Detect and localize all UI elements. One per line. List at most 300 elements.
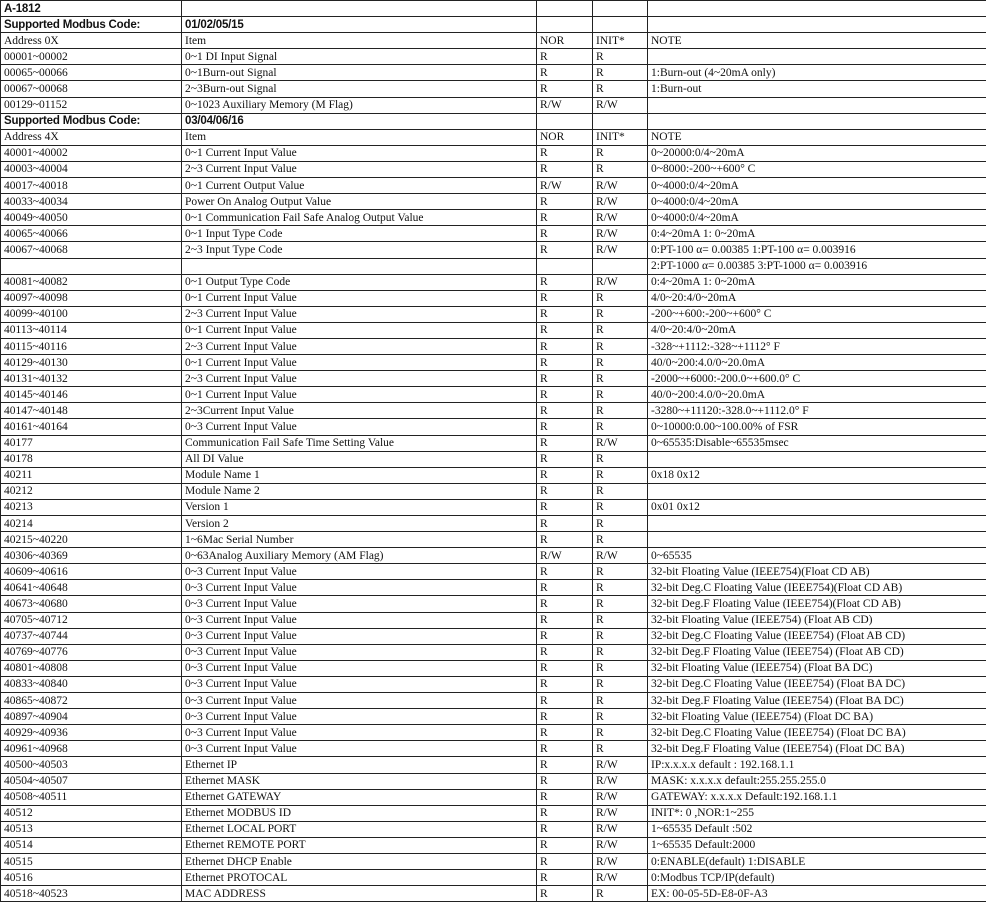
address-cell: 40513 <box>1 821 182 837</box>
table-row <box>1 210 986 226</box>
table-row <box>1 725 986 741</box>
nor-cell: R <box>537 290 593 306</box>
item-cell: 0~1Burn-out Signal <box>182 65 537 81</box>
nor-cell: R <box>537 693 593 709</box>
nor-cell: R <box>537 65 593 81</box>
table-row <box>1 886 986 902</box>
init-cell: R <box>593 81 648 97</box>
nor-cell: R <box>537 757 593 773</box>
init-cell: R/W <box>593 274 648 290</box>
init-cell: R <box>593 564 648 580</box>
nor-cell: R <box>537 709 593 725</box>
table-row <box>1 49 986 65</box>
address-cell: 40001~40002 <box>1 145 182 161</box>
init-cell: R/W <box>593 870 648 886</box>
title-empty-cell <box>537 1 593 17</box>
table-row <box>1 870 986 886</box>
nor-cell: R <box>537 564 593 580</box>
note-cell: 0~65535:Disable~65535msec <box>648 435 986 451</box>
init-cell: R <box>593 387 648 403</box>
nor-cell: R <box>537 371 593 387</box>
init-cell: R <box>593 886 648 902</box>
title-empty-cell <box>593 1 648 17</box>
nor-cell: R <box>537 403 593 419</box>
item-cell: 1~6Mac Serial Number <box>182 532 537 548</box>
init-cell <box>593 17 648 33</box>
note-cell <box>648 532 986 548</box>
note-cell: 32-bit Deg.C Floating Value (IEEE754) (Float AB CD) <box>648 628 986 644</box>
note-cell: 0~4000:0/4~20mA <box>648 194 986 210</box>
nor-cell: R <box>537 322 593 338</box>
note-cell: 0:Modbus TCP/IP(default) <box>648 870 986 886</box>
init-cell: R/W <box>593 194 648 210</box>
section-header-row <box>1 113 986 129</box>
nor-cell: R <box>537 870 593 886</box>
address-cell: Supported Modbus Code: <box>1 17 182 33</box>
nor-cell: R <box>537 194 593 210</box>
item-cell: 0~1 Current Input Value <box>182 387 537 403</box>
init-cell: R/W <box>593 821 648 837</box>
note-cell: GATEWAY: x.x.x.x Default:192.168.1.1 <box>648 789 986 805</box>
table-row <box>1 371 986 387</box>
table-row <box>1 161 986 177</box>
nor-cell: R <box>537 532 593 548</box>
address-cell: 40033~40034 <box>1 194 182 210</box>
item-cell: 0~1 Current Input Value <box>182 355 537 371</box>
item-cell: Ethernet DHCP Enable <box>182 853 537 869</box>
item-cell: 0~3 Current Input Value <box>182 419 537 435</box>
address-cell: 40961~40968 <box>1 741 182 757</box>
address-cell: 40214 <box>1 516 182 532</box>
nor-cell: R <box>537 242 593 258</box>
address-cell: 40049~40050 <box>1 210 182 226</box>
item-cell: 0~1 Current Input Value <box>182 290 537 306</box>
table-row <box>1 676 986 692</box>
table-row <box>1 387 986 403</box>
nor-cell: R <box>537 596 593 612</box>
table-row <box>1 853 986 869</box>
note-cell: 0:PT-100 α= 0.00385 1:PT-100 α= 0.003916 <box>648 242 986 258</box>
register-table-body <box>1 1 986 902</box>
init-cell: R/W <box>593 226 648 242</box>
item-cell: Ethernet LOCAL PORT <box>182 821 537 837</box>
nor-cell: R <box>537 81 593 97</box>
address-cell: 40003~40004 <box>1 161 182 177</box>
nor-cell: R/W <box>537 178 593 194</box>
nor-cell: R <box>537 355 593 371</box>
note-cell: 40/0~200:4.0/0~20.0mA <box>648 387 986 403</box>
address-cell: 40081~40082 <box>1 274 182 290</box>
note-cell <box>648 49 986 65</box>
table-row <box>1 451 986 467</box>
nor-cell: R <box>537 161 593 177</box>
item-cell: 0~3 Current Input Value <box>182 612 537 628</box>
item-cell: 2~3 Input Type Code <box>182 242 537 258</box>
address-cell: 40211 <box>1 467 182 483</box>
address-cell: 40097~40098 <box>1 290 182 306</box>
init-cell: R <box>593 49 648 65</box>
item-cell: 0~3 Current Input Value <box>182 564 537 580</box>
nor-cell: R <box>537 821 593 837</box>
item-cell: All DI Value <box>182 451 537 467</box>
address-cell: 40306~40369 <box>1 548 182 564</box>
init-cell: R/W <box>593 210 648 226</box>
init-cell: R <box>593 355 648 371</box>
table-row <box>1 564 986 580</box>
note-cell: 1:Burn-out <box>648 81 986 97</box>
table-row <box>1 178 986 194</box>
note-cell: NOTE <box>648 33 986 49</box>
note-cell: EX: 00-05-5D-E8-0F-A3 <box>648 886 986 902</box>
title-empty-cell <box>648 1 986 17</box>
address-cell: 40865~40872 <box>1 693 182 709</box>
item-cell: 0~3 Current Input Value <box>182 741 537 757</box>
address-cell: Address 4X <box>1 129 182 145</box>
table-row <box>1 242 986 258</box>
item-cell: 2~3Current Input Value <box>182 403 537 419</box>
table-row <box>1 322 986 338</box>
init-cell: INIT* <box>593 129 648 145</box>
table-row <box>1 660 986 676</box>
init-cell: R <box>593 596 648 612</box>
address-cell: 40515 <box>1 853 182 869</box>
table-row <box>1 258 986 274</box>
note-cell: 1~65535 Default :502 <box>648 821 986 837</box>
nor-cell: NOR <box>537 129 593 145</box>
note-cell: 0~4000:0/4~20mA <box>648 178 986 194</box>
note-cell: 0x01 0x12 <box>648 499 986 515</box>
init-cell: R <box>593 338 648 354</box>
address-cell: 40147~40148 <box>1 403 182 419</box>
init-cell: R/W <box>593 773 648 789</box>
address-cell: 40065~40066 <box>1 226 182 242</box>
address-cell: 40213 <box>1 499 182 515</box>
table-row <box>1 821 986 837</box>
address-cell: 40801~40808 <box>1 660 182 676</box>
table-row <box>1 516 986 532</box>
init-cell: R <box>593 145 648 161</box>
item-cell: 0~1 Current Input Value <box>182 322 537 338</box>
table-row <box>1 837 986 853</box>
nor-cell: R <box>537 451 593 467</box>
table-row <box>1 419 986 435</box>
table-row <box>1 194 986 210</box>
note-cell: 0x18 0x12 <box>648 467 986 483</box>
item-cell: Ethernet IP <box>182 757 537 773</box>
note-cell: -328~+1112:-328~+1112° F <box>648 338 986 354</box>
item-cell: 0~1 Output Type Code <box>182 274 537 290</box>
address-cell: 40115~40116 <box>1 338 182 354</box>
nor-cell: R <box>537 725 593 741</box>
item-cell: Ethernet REMOTE PORT <box>182 837 537 853</box>
nor-cell: R <box>537 210 593 226</box>
table-row <box>1 628 986 644</box>
item-cell: Communication Fail Safe Time Setting Value <box>182 435 537 451</box>
item-cell: 0~3 Current Input Value <box>182 596 537 612</box>
note-cell: 32-bit Deg.F Floating Value (IEEE754) (Float AB CD) <box>648 644 986 660</box>
table-row <box>1 467 986 483</box>
note-cell: MASK: x.x.x.x default:255.255.255.0 <box>648 773 986 789</box>
item-cell: 0~1 DI Input Signal <box>182 49 537 65</box>
nor-cell: R <box>537 612 593 628</box>
sheet-title: A-1812 <box>1 1 182 17</box>
table-row <box>1 580 986 596</box>
init-cell: R <box>593 532 648 548</box>
item-cell: 2~3 Current Input Value <box>182 338 537 354</box>
address-cell: 40215~40220 <box>1 532 182 548</box>
item-cell: MAC ADDRESS <box>182 886 537 902</box>
address-cell: 40512 <box>1 805 182 821</box>
item-cell: 01/02/05/15 <box>182 17 537 33</box>
note-cell: 32-bit Floating Value (IEEE754) (Float DC BA) <box>648 709 986 725</box>
note-cell: 4/0~20:4/0~20mA <box>648 322 986 338</box>
item-cell: 2~3 Current Input Value <box>182 371 537 387</box>
nor-cell: R <box>537 226 593 242</box>
note-cell <box>648 483 986 499</box>
address-cell: 40609~40616 <box>1 564 182 580</box>
column-header-row <box>1 33 986 49</box>
init-cell <box>593 113 648 129</box>
table-row <box>1 499 986 515</box>
init-cell: R <box>593 741 648 757</box>
item-cell: 0~1 Input Type Code <box>182 226 537 242</box>
note-cell: 32-bit Deg.F Floating Value (IEEE754)(Float CD AB) <box>648 596 986 612</box>
item-cell: 0~1 Current Input Value <box>182 145 537 161</box>
note-cell: -200~+600:-200~+600° C <box>648 306 986 322</box>
note-cell: -2000~+6000:-200.0~+600.0° C <box>648 371 986 387</box>
address-cell: 40067~40068 <box>1 242 182 258</box>
address-cell: 40705~40712 <box>1 612 182 628</box>
address-cell: 00001~00002 <box>1 49 182 65</box>
address-cell: 40145~40146 <box>1 387 182 403</box>
init-cell: R <box>593 371 648 387</box>
init-cell: R <box>593 419 648 435</box>
nor-cell: R <box>537 49 593 65</box>
init-cell: R/W <box>593 837 648 853</box>
table-row <box>1 435 986 451</box>
init-cell: R <box>593 451 648 467</box>
item-cell: Module Name 2 <box>182 483 537 499</box>
address-cell: 40769~40776 <box>1 644 182 660</box>
item-cell: 2~3Burn-out Signal <box>182 81 537 97</box>
nor-cell: R <box>537 145 593 161</box>
init-cell: R <box>593 709 648 725</box>
table-row <box>1 226 986 242</box>
nor-cell: R <box>537 516 593 532</box>
item-cell: Power On Analog Output Value <box>182 194 537 210</box>
address-cell: Supported Modbus Code: <box>1 113 182 129</box>
item-cell <box>182 258 537 274</box>
init-cell: R <box>593 612 648 628</box>
table-row <box>1 65 986 81</box>
note-cell: 32-bit Floating Value (IEEE754) (Float AB CD) <box>648 612 986 628</box>
item-cell: 0~3 Current Input Value <box>182 725 537 741</box>
table-row <box>1 483 986 499</box>
nor-cell: R <box>537 499 593 515</box>
address-cell: 40833~40840 <box>1 676 182 692</box>
init-cell: R <box>593 628 648 644</box>
address-cell: 40504~40507 <box>1 773 182 789</box>
nor-cell: R <box>537 886 593 902</box>
note-cell: NOTE <box>648 129 986 145</box>
note-cell: 0~10000:0.00~100.00% of FSR <box>648 419 986 435</box>
address-cell: 40500~40503 <box>1 757 182 773</box>
item-cell: Ethernet MASK <box>182 773 537 789</box>
nor-cell: R <box>537 628 593 644</box>
note-cell: 1~65535 Default:2000 <box>648 837 986 853</box>
item-cell: Module Name 1 <box>182 467 537 483</box>
address-cell: 40508~40511 <box>1 789 182 805</box>
item-cell: 2~3 Current Input Value <box>182 306 537 322</box>
init-cell: R <box>593 725 648 741</box>
nor-cell: NOR <box>537 33 593 49</box>
note-cell: 0~8000:-200~+600° C <box>648 161 986 177</box>
init-cell: R <box>593 306 648 322</box>
item-cell: 0~3 Current Input Value <box>182 676 537 692</box>
table-row <box>1 612 986 628</box>
note-cell: 32-bit Deg.C Floating Value (IEEE754) (Float BA DC) <box>648 676 986 692</box>
column-header-row <box>1 129 986 145</box>
item-cell: 0~63Analog Auxiliary Memory (AM Flag) <box>182 548 537 564</box>
note-cell: 0:ENABLE(default) 1:DISABLE <box>648 853 986 869</box>
init-cell: R <box>593 403 648 419</box>
address-cell: 40017~40018 <box>1 178 182 194</box>
address-cell: 00065~00066 <box>1 65 182 81</box>
note-cell <box>648 97 986 113</box>
nor-cell: R <box>537 483 593 499</box>
item-cell: 2~3 Current Input Value <box>182 161 537 177</box>
table-row <box>1 709 986 725</box>
table-row <box>1 644 986 660</box>
table-row <box>1 757 986 773</box>
nor-cell: R <box>537 274 593 290</box>
note-cell: 32-bit Deg.F Floating Value (IEEE754) (Float BA DC) <box>648 693 986 709</box>
table-row <box>1 693 986 709</box>
note-cell: 32-bit Deg.C Floating Value (IEEE754)(Float CD AB) <box>648 580 986 596</box>
nor-cell <box>537 113 593 129</box>
init-cell: R/W <box>593 548 648 564</box>
address-cell: 40737~40744 <box>1 628 182 644</box>
address-cell: 40641~40648 <box>1 580 182 596</box>
note-cell: 40/0~200:4.0/0~20.0mA <box>648 355 986 371</box>
nor-cell: R <box>537 467 593 483</box>
note-cell: 0~4000:0/4~20mA <box>648 210 986 226</box>
address-cell: 40129~40130 <box>1 355 182 371</box>
section-header-row <box>1 17 986 33</box>
table-row <box>1 338 986 354</box>
title-row <box>1 1 986 17</box>
init-cell: R/W <box>593 757 648 773</box>
nor-cell: R <box>537 306 593 322</box>
table-row <box>1 596 986 612</box>
table-row <box>1 97 986 113</box>
init-cell: R/W <box>593 178 648 194</box>
note-cell: 0~20000:0/4~20mA <box>648 145 986 161</box>
table-row <box>1 773 986 789</box>
init-cell: R <box>593 322 648 338</box>
init-cell: R <box>593 644 648 660</box>
nor-cell: R <box>537 805 593 821</box>
note-cell: 4/0~20:4/0~20mA <box>648 290 986 306</box>
nor-cell: R <box>537 580 593 596</box>
title-empty-cell <box>182 1 537 17</box>
note-cell: 2:PT-1000 α= 0.00385 3:PT-1000 α= 0.003916 <box>648 258 986 274</box>
item-cell: 0~3 Current Input Value <box>182 660 537 676</box>
item-cell: 0~1023 Auxiliary Memory (M Flag) <box>182 97 537 113</box>
note-cell: INIT*: 0 ,NOR:1~255 <box>648 805 986 821</box>
nor-cell: R <box>537 644 593 660</box>
note-cell: -3280~+11120:-328.0~+1112.0° F <box>648 403 986 419</box>
init-cell <box>593 258 648 274</box>
address-cell: 40516 <box>1 870 182 886</box>
init-cell: R <box>593 580 648 596</box>
nor-cell: R <box>537 419 593 435</box>
init-cell: R <box>593 467 648 483</box>
nor-cell: R <box>537 435 593 451</box>
table-row <box>1 145 986 161</box>
init-cell: R <box>593 483 648 499</box>
address-cell: 40929~40936 <box>1 725 182 741</box>
item-cell: Ethernet MODBUS ID <box>182 805 537 821</box>
address-cell: 40212 <box>1 483 182 499</box>
note-cell: 0:4~20mA 1: 0~20mA <box>648 274 986 290</box>
nor-cell: R <box>537 660 593 676</box>
nor-cell: R <box>537 676 593 692</box>
item-cell: Item <box>182 33 537 49</box>
item-cell: 03/04/06/16 <box>182 113 537 129</box>
address-cell: 40518~40523 <box>1 886 182 902</box>
note-cell: 0:4~20mA 1: 0~20mA <box>648 226 986 242</box>
address-cell <box>1 258 182 274</box>
item-cell: Ethernet PROTOCAL <box>182 870 537 886</box>
item-cell: 0~3 Current Input Value <box>182 693 537 709</box>
note-cell: 32-bit Floating Value (IEEE754)(Float CD AB) <box>648 564 986 580</box>
address-cell: Address 0X <box>1 33 182 49</box>
nor-cell: R/W <box>537 548 593 564</box>
nor-cell: R <box>537 773 593 789</box>
nor-cell: R <box>537 789 593 805</box>
address-cell: 40177 <box>1 435 182 451</box>
note-cell <box>648 451 986 467</box>
note-cell <box>648 17 986 33</box>
init-cell: R <box>593 516 648 532</box>
nor-cell: R <box>537 387 593 403</box>
init-cell: R <box>593 499 648 515</box>
item-cell: 0~3 Current Input Value <box>182 644 537 660</box>
nor-cell: R <box>537 853 593 869</box>
note-cell <box>648 113 986 129</box>
table-row <box>1 306 986 322</box>
table-row <box>1 81 986 97</box>
nor-cell: R <box>537 837 593 853</box>
note-cell: IP:x.x.x.x default : 192.168.1.1 <box>648 757 986 773</box>
nor-cell: R/W <box>537 97 593 113</box>
item-cell: Item <box>182 129 537 145</box>
init-cell: R/W <box>593 435 648 451</box>
init-cell: R <box>593 290 648 306</box>
init-cell: R/W <box>593 805 648 821</box>
note-cell: 32-bit Floating Value (IEEE754) (Float BA DC) <box>648 660 986 676</box>
init-cell: R/W <box>593 789 648 805</box>
init-cell: R/W <box>593 853 648 869</box>
address-cell: 40514 <box>1 837 182 853</box>
init-cell: R <box>593 660 648 676</box>
address-cell: 00067~00068 <box>1 81 182 97</box>
item-cell: 0~3 Current Input Value <box>182 709 537 725</box>
init-cell: INIT* <box>593 33 648 49</box>
item-cell: 0~3 Current Input Value <box>182 628 537 644</box>
item-cell: 0~1 Current Output Value <box>182 178 537 194</box>
